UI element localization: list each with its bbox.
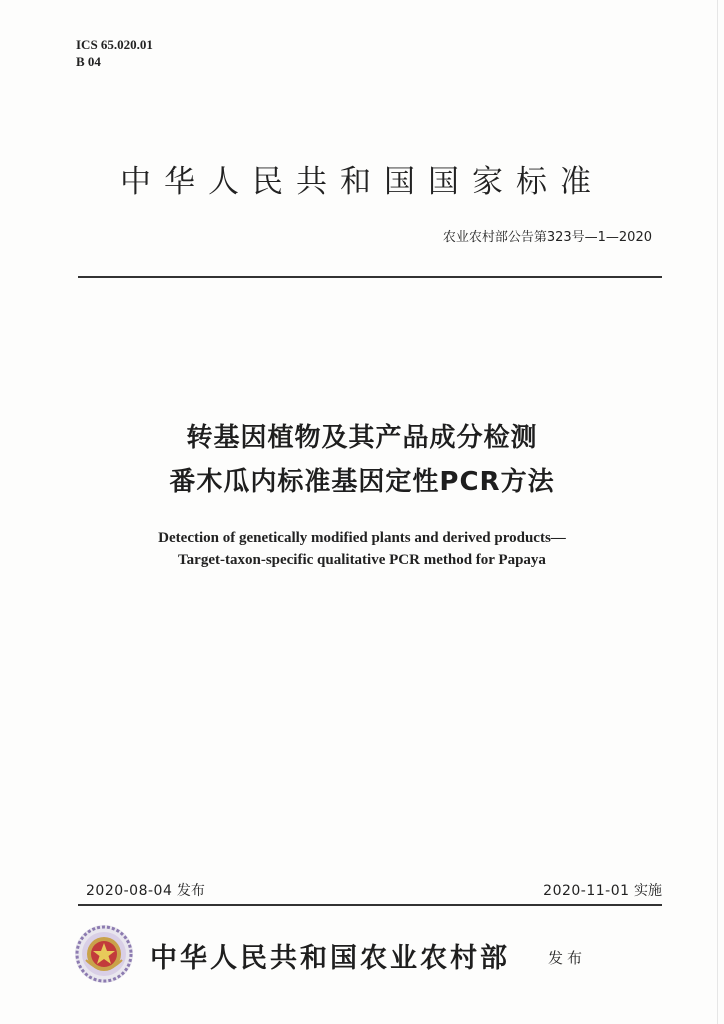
top-divider (78, 276, 662, 278)
issue-date: 2020-08-04 (86, 883, 173, 899)
ics-code: ICS 65.020.01 (76, 37, 153, 52)
standard-number: 农业农村部公告第323号—1—2020 (442, 230, 652, 245)
issue-label: 发布 (176, 883, 205, 899)
english-title-line-2: Target-taxon-specific qualitative PCR method for Papaya (178, 552, 546, 568)
bottom-divider (78, 904, 662, 906)
implementation-date-block (543, 880, 662, 900)
chinese-title-line-1: 转基因植物及其产品成分检测 (186, 423, 538, 453)
publish-label: 发布 (548, 949, 587, 967)
issue-date-block (86, 880, 205, 900)
ccs-code: B 04 (76, 54, 101, 69)
chinese-title-line-2: 番木瓜内标准基因定性PCR方法 (169, 467, 555, 497)
scan-edge-line (717, 0, 718, 1024)
english-title-line-1: Detection of genetically modified plants and derived products— (158, 530, 566, 546)
issuing-ministry: 中华人民共和国农业农村部 (150, 943, 510, 974)
implementation-label: 实施 (634, 883, 662, 899)
national-standard-heading: 中华人民共和国国家标准 (120, 164, 604, 200)
implementation-date: 2020-11-01 (543, 883, 630, 899)
classification-block (76, 36, 153, 70)
ministry-emblem-icon (74, 924, 134, 984)
